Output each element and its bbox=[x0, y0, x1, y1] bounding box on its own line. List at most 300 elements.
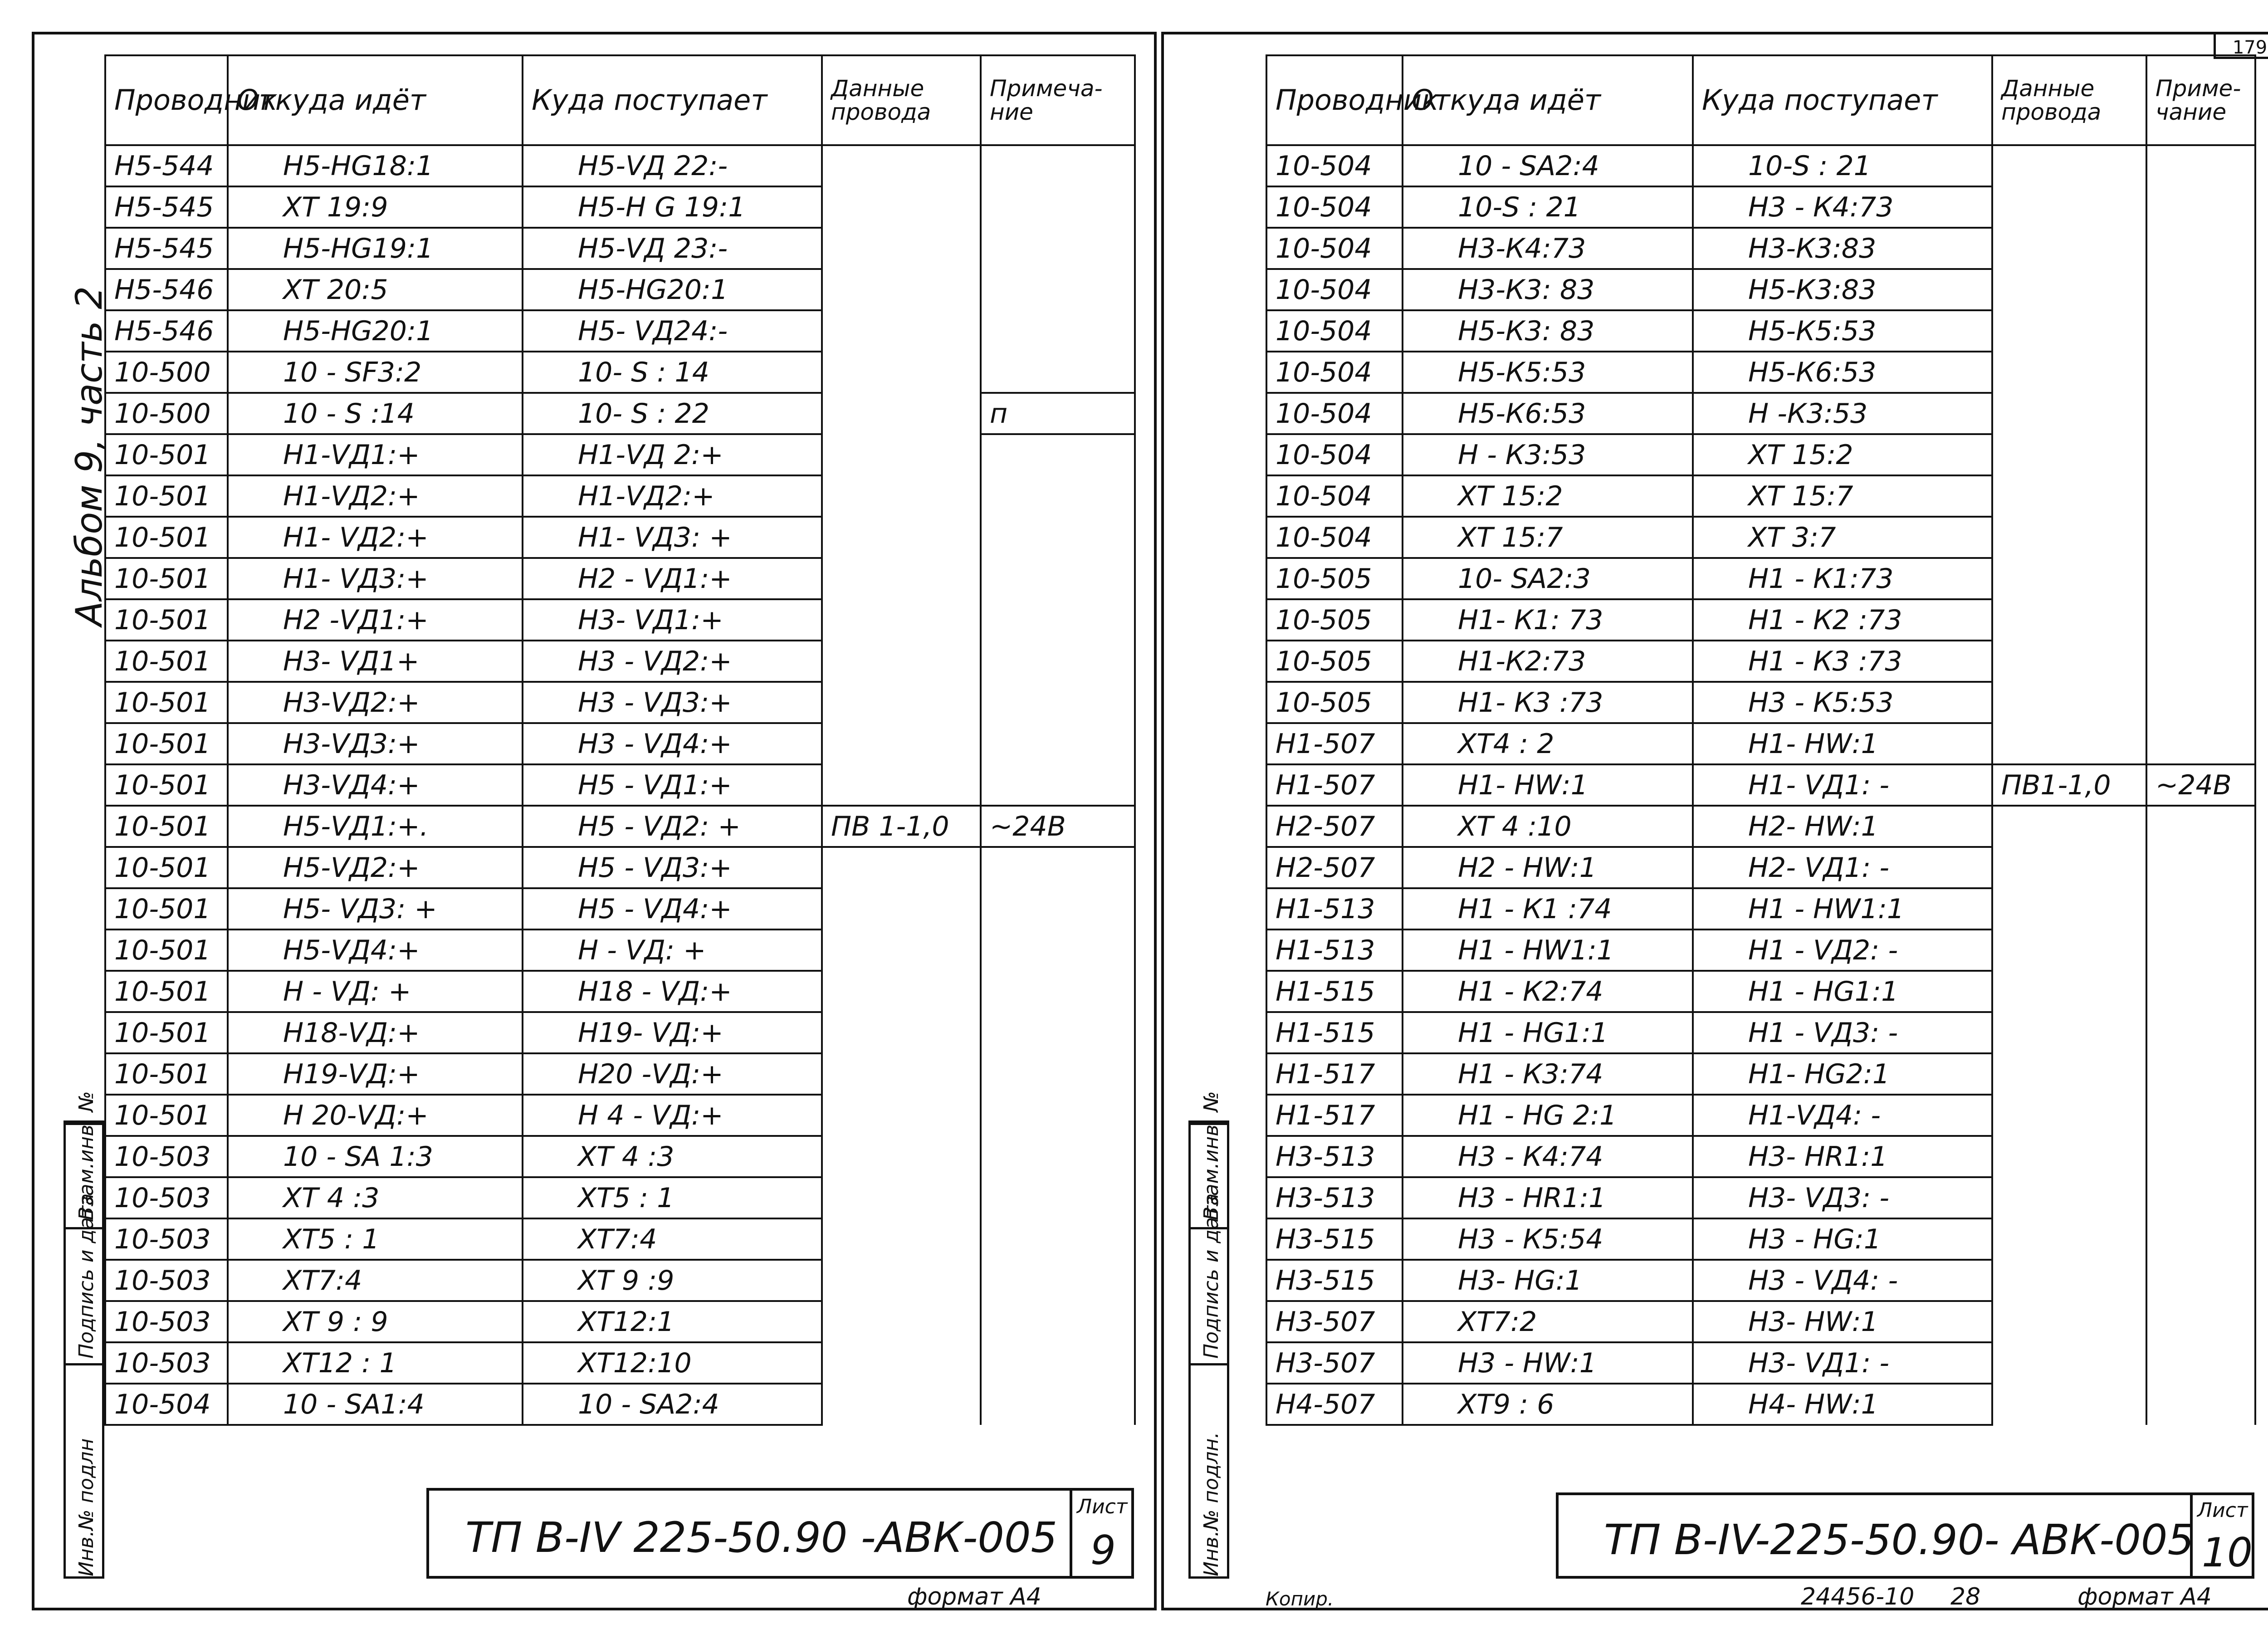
table-row bbox=[1266, 558, 2255, 599]
cell-note bbox=[2146, 599, 2255, 641]
table-row bbox=[1266, 1301, 2255, 1342]
table-row bbox=[105, 682, 1135, 723]
cell-from: Н5-К5:53 bbox=[1403, 352, 1693, 393]
cell-conductor: Н2-507 bbox=[1266, 847, 1403, 888]
cell-to: Н3 - К4:73 bbox=[1693, 186, 1992, 228]
cell-conductor: 10-501 bbox=[105, 764, 228, 806]
stamp-sheet-label-right: Лист bbox=[2197, 1499, 2248, 1522]
cell-wire-data bbox=[1992, 558, 2146, 599]
cell-from: Н3- НG:1 bbox=[1403, 1260, 1693, 1301]
cell-from: XT4 : 2 bbox=[1403, 723, 1693, 764]
cell-note bbox=[981, 1177, 1135, 1218]
cell-note bbox=[981, 764, 1135, 806]
cell-note bbox=[981, 1095, 1135, 1136]
cell-conductor: Н1-513 bbox=[1266, 888, 1403, 930]
cell-wire-data bbox=[1992, 1136, 2146, 1177]
cell-conductor: 10-505 bbox=[1266, 558, 1403, 599]
table-row bbox=[105, 641, 1135, 682]
cell-wire-data bbox=[1992, 310, 2146, 352]
cell-conductor: 10-503 bbox=[105, 1177, 228, 1218]
cell-wire-data bbox=[1992, 1218, 2146, 1260]
table-row bbox=[1266, 682, 2255, 723]
cell-to: Н5-К3:83 bbox=[1693, 269, 1992, 310]
table-row bbox=[105, 558, 1135, 599]
cell-note bbox=[981, 888, 1135, 930]
table-row bbox=[105, 723, 1135, 764]
cell-wire-data bbox=[1992, 1177, 2146, 1218]
header-from: Откуда идёт bbox=[228, 55, 523, 145]
cell-to: Н5-НG20:1 bbox=[523, 269, 822, 310]
table-row bbox=[1266, 1177, 2255, 1218]
cell-note bbox=[981, 558, 1135, 599]
cell-from: Н1-VД1:+ bbox=[228, 434, 523, 475]
cell-from: Н1 - НG1:1 bbox=[1403, 1012, 1693, 1053]
cell-wire-data bbox=[822, 1177, 981, 1218]
table-row bbox=[1266, 1095, 2255, 1136]
table-row bbox=[105, 1053, 1135, 1095]
header-row bbox=[105, 55, 1135, 145]
cell-note bbox=[2146, 847, 2255, 888]
cell-to: Н -К3:53 bbox=[1693, 393, 1992, 434]
cell-note bbox=[981, 930, 1135, 971]
cell-conductor: 10-505 bbox=[1266, 599, 1403, 641]
cell-wire-data bbox=[822, 599, 981, 641]
cell-to: Н1- VД1: - bbox=[1693, 764, 1992, 806]
cell-from: Н3 - НW:1 bbox=[1403, 1342, 1693, 1384]
cell-note bbox=[981, 145, 1135, 186]
cell-from: Н3 - К5:54 bbox=[1403, 1218, 1693, 1260]
cell-note bbox=[2146, 1301, 2255, 1342]
cell-from: Н1 - НG 2:1 bbox=[1403, 1095, 1693, 1136]
cell-to: Н3 - VД4:+ bbox=[523, 723, 822, 764]
cell-wire-data bbox=[1992, 393, 2146, 434]
cell-from: Н5-К3: 83 bbox=[1403, 310, 1693, 352]
cell-wire-data bbox=[1992, 186, 2146, 228]
cell-note bbox=[981, 434, 1135, 475]
table-row bbox=[1266, 806, 2255, 847]
cell-wire-data bbox=[822, 888, 981, 930]
cell-wire-data bbox=[822, 352, 981, 393]
header-wire-data: Данные провода bbox=[822, 55, 981, 145]
cell-note bbox=[2146, 682, 2255, 723]
cell-conductor: 10-504 bbox=[1266, 186, 1403, 228]
cell-to: Н1-VД2:+ bbox=[523, 475, 822, 517]
cell-conductor: Н5-545 bbox=[105, 186, 228, 228]
table-row bbox=[105, 1301, 1135, 1342]
table-row bbox=[105, 517, 1135, 558]
cell-to: Н3 - К5:53 bbox=[1693, 682, 1992, 723]
cell-conductor: Н5-546 bbox=[105, 310, 228, 352]
cell-note bbox=[981, 475, 1135, 517]
cell-to: XT 15:2 bbox=[1693, 434, 1992, 475]
cell-wire-data bbox=[1992, 517, 2146, 558]
cell-from: Н5-НG19:1 bbox=[228, 228, 523, 269]
cell-conductor: 10-503 bbox=[105, 1218, 228, 1260]
cell-wire-data bbox=[1992, 723, 2146, 764]
cell-conductor: Н2-507 bbox=[1266, 806, 1403, 847]
cell-to: Н5 - VД4:+ bbox=[523, 888, 822, 930]
table-row bbox=[105, 1384, 1135, 1425]
cell-wire-data bbox=[1992, 599, 2146, 641]
cell-conductor: 10-501 bbox=[105, 1053, 228, 1095]
cell-note bbox=[2146, 1342, 2255, 1384]
cell-wire-data bbox=[1992, 847, 2146, 888]
stamp-sheet-number-left: 9 bbox=[1090, 1527, 1116, 1574]
footer-copy-label: Копир. bbox=[1266, 1588, 1334, 1610]
table-row bbox=[105, 1012, 1135, 1053]
cell-conductor: 10-504 bbox=[1266, 517, 1403, 558]
side-strip-right bbox=[1188, 1091, 1229, 1579]
cell-from: XT7:4 bbox=[228, 1260, 523, 1301]
cell-note bbox=[2146, 1177, 2255, 1218]
cell-from: 10 - SF3:2 bbox=[228, 352, 523, 393]
cell-to: XT12:10 bbox=[523, 1342, 822, 1384]
side-label-replacement: Взам.инв. № bbox=[1200, 1091, 1223, 1220]
cell-note bbox=[2146, 517, 2255, 558]
cell-wire-data bbox=[822, 228, 981, 269]
cell-from: XT 9 : 9 bbox=[228, 1301, 523, 1342]
cell-from: 10 - SA1:4 bbox=[228, 1384, 523, 1425]
cell-from: Н2 -VД1:+ bbox=[228, 599, 523, 641]
format-label-right: формат А4 bbox=[2077, 1583, 2212, 1610]
cell-note: п bbox=[981, 393, 1135, 434]
cell-from: Н1 - НW1:1 bbox=[1403, 930, 1693, 971]
cell-note bbox=[2146, 145, 2255, 186]
cell-to: 10-S : 21 bbox=[1693, 145, 1992, 186]
cell-to: XT 15:7 bbox=[1693, 475, 1992, 517]
cell-from: Н1-VД2:+ bbox=[228, 475, 523, 517]
cell-wire-data bbox=[1992, 888, 2146, 930]
table-row bbox=[1266, 269, 2255, 310]
side-label-replacement: Взам.инв. № bbox=[75, 1091, 98, 1220]
cell-note bbox=[2146, 352, 2255, 393]
cell-wire-data: ПВ 1-1,0 bbox=[822, 806, 981, 847]
cell-conductor: 10-504 bbox=[1266, 310, 1403, 352]
header-note: Примеча-ние bbox=[981, 55, 1135, 145]
cell-wire-data bbox=[1992, 1260, 2146, 1301]
cell-from: 10 - S :14 bbox=[228, 393, 523, 434]
header-row bbox=[1266, 55, 2255, 145]
cell-to: Н3- НR1:1 bbox=[1693, 1136, 1992, 1177]
cell-to: Н1- НW:1 bbox=[1693, 723, 1992, 764]
stamp-sheet-box-right bbox=[2190, 1495, 2252, 1576]
cell-conductor: Н3-513 bbox=[1266, 1177, 1403, 1218]
cell-to: 10 - SA2:4 bbox=[523, 1384, 822, 1425]
header-to: Куда поступает bbox=[1693, 55, 1992, 145]
cell-wire-data bbox=[822, 764, 981, 806]
table-row bbox=[105, 269, 1135, 310]
table-row bbox=[1266, 352, 2255, 393]
table-row bbox=[1266, 517, 2255, 558]
table-row bbox=[1266, 186, 2255, 228]
cell-to: Н1 - НG1:1 bbox=[1693, 971, 1992, 1012]
cell-note bbox=[2146, 186, 2255, 228]
cell-conductor: 10-504 bbox=[105, 1384, 228, 1425]
cell-wire-data bbox=[822, 145, 981, 186]
table-row bbox=[105, 475, 1135, 517]
table-row bbox=[1266, 764, 2255, 806]
table-row bbox=[105, 393, 1135, 434]
side-strip-left bbox=[64, 1091, 104, 1579]
table-row bbox=[105, 1136, 1135, 1177]
cell-conductor: 10-504 bbox=[1266, 475, 1403, 517]
cell-from: Н19-VД:+ bbox=[228, 1053, 523, 1095]
cell-to: Н5-VД 23:- bbox=[523, 228, 822, 269]
cell-from: XT 20:5 bbox=[228, 269, 523, 310]
cell-conductor: 10-503 bbox=[105, 1342, 228, 1384]
cell-wire-data bbox=[822, 558, 981, 599]
cell-conductor: 10-501 bbox=[105, 1095, 228, 1136]
cell-to: Н3- НW:1 bbox=[1693, 1301, 1992, 1342]
table-row bbox=[105, 806, 1135, 847]
cell-note bbox=[2146, 475, 2255, 517]
table-row bbox=[105, 1342, 1135, 1384]
table-row bbox=[1266, 1053, 2255, 1095]
cell-conductor: 10-501 bbox=[105, 517, 228, 558]
table-row bbox=[105, 764, 1135, 806]
table-row bbox=[1266, 228, 2255, 269]
cell-from: XT5 : 1 bbox=[228, 1218, 523, 1260]
cell-from: 10- SA2:3 bbox=[1403, 558, 1693, 599]
cell-from: 10-S : 21 bbox=[1403, 186, 1693, 228]
cell-wire-data bbox=[822, 517, 981, 558]
side-label-inventory: Инв.№ подлн. bbox=[1200, 1432, 1223, 1576]
cell-note bbox=[2146, 1218, 2255, 1260]
cell-wire-data bbox=[822, 1301, 981, 1342]
cell-conductor: 10-500 bbox=[105, 393, 228, 434]
cell-wire-data bbox=[822, 393, 981, 434]
cell-to: Н1-VД 2:+ bbox=[523, 434, 822, 475]
table-row bbox=[1266, 1012, 2255, 1053]
cell-wire-data bbox=[822, 1012, 981, 1053]
cell-conductor: 10-504 bbox=[1266, 393, 1403, 434]
cell-wire-data bbox=[1992, 971, 2146, 1012]
cell-note: ~24В bbox=[2146, 764, 2255, 806]
cell-conductor: Н1-513 bbox=[1266, 930, 1403, 971]
cell-from: XT 4 :10 bbox=[1403, 806, 1693, 847]
table-row bbox=[105, 145, 1135, 186]
cell-from: XT 15:2 bbox=[1403, 475, 1693, 517]
cell-from: Н1 - К2:74 bbox=[1403, 971, 1693, 1012]
title-stamp-right bbox=[1556, 1492, 2254, 1579]
table-row bbox=[105, 1260, 1135, 1301]
cell-to: XT 3:7 bbox=[1693, 517, 1992, 558]
cell-note bbox=[981, 1342, 1135, 1384]
cell-note bbox=[2146, 558, 2255, 599]
header-conductor: Проводник bbox=[1266, 55, 1403, 145]
cell-wire-data bbox=[822, 1095, 981, 1136]
cell-wire-data bbox=[1992, 145, 2146, 186]
cell-to: Н5-VД 22:- bbox=[523, 145, 822, 186]
cell-wire-data bbox=[1992, 1012, 2146, 1053]
cell-wire-data bbox=[1992, 269, 2146, 310]
cell-from: Н1- VД2:+ bbox=[228, 517, 523, 558]
cell-from: Н5-VД4:+ bbox=[228, 930, 523, 971]
header-from: Откуда идёт bbox=[1403, 55, 1693, 145]
cell-from: Н5-VД2:+ bbox=[228, 847, 523, 888]
cell-wire-data bbox=[1992, 352, 2146, 393]
cell-note bbox=[2146, 888, 2255, 930]
cell-note bbox=[981, 847, 1135, 888]
cell-conductor: Н3-507 bbox=[1266, 1342, 1403, 1384]
cell-conductor: Н1-515 bbox=[1266, 1012, 1403, 1053]
cell-to: XT 9 :9 bbox=[523, 1260, 822, 1301]
cell-note bbox=[2146, 393, 2255, 434]
cell-note bbox=[2146, 641, 2255, 682]
cell-conductor: 10-503 bbox=[105, 1260, 228, 1301]
cell-from: Н3-VД2:+ bbox=[228, 682, 523, 723]
cell-wire-data bbox=[1992, 806, 2146, 847]
cell-wire-data bbox=[1992, 1095, 2146, 1136]
cell-note bbox=[981, 517, 1135, 558]
table-row bbox=[105, 1095, 1135, 1136]
table-row bbox=[1266, 475, 2255, 517]
cell-note bbox=[2146, 434, 2255, 475]
table-row bbox=[105, 186, 1135, 228]
table-row bbox=[1266, 1218, 2255, 1260]
cell-wire-data bbox=[1992, 641, 2146, 682]
header-to: Куда поступает bbox=[523, 55, 822, 145]
cell-from: Н5-НG18:1 bbox=[228, 145, 523, 186]
cell-from: Н3-VД3:+ bbox=[228, 723, 523, 764]
cell-from: Н1- НW:1 bbox=[1403, 764, 1693, 806]
cell-to: Н5 - VД2: + bbox=[523, 806, 822, 847]
cell-from: Н1- К3 :73 bbox=[1403, 682, 1693, 723]
cell-to: Н1 - VД3: - bbox=[1693, 1012, 1992, 1053]
wiring-table-right bbox=[1266, 54, 2256, 1426]
cell-wire-data bbox=[1992, 1384, 2146, 1425]
side-label-signature: Подпись и дата bbox=[1200, 1193, 1223, 1359]
cell-from: Н - VД: + bbox=[228, 971, 523, 1012]
cell-conductor: Н3-507 bbox=[1266, 1301, 1403, 1342]
side-label-inventory: Инв.№ подлн bbox=[75, 1438, 98, 1576]
stamp-sheet-label-left: Лист bbox=[1077, 1495, 1128, 1518]
cell-to: Н1-VД4: - bbox=[1693, 1095, 1992, 1136]
cell-conductor: Н3-515 bbox=[1266, 1260, 1403, 1301]
cell-note bbox=[981, 682, 1135, 723]
table-row bbox=[105, 888, 1135, 930]
cell-wire-data bbox=[822, 186, 981, 228]
cell-to: Н2 - VД1:+ bbox=[523, 558, 822, 599]
cell-note bbox=[981, 1384, 1135, 1425]
table-row bbox=[1266, 847, 2255, 888]
album-caption: Альбом 9, часть 2 bbox=[68, 286, 110, 626]
cell-to: Н1 - VД2: - bbox=[1693, 930, 1992, 971]
cell-note bbox=[2146, 806, 2255, 847]
cell-note bbox=[981, 228, 1135, 269]
cell-note bbox=[981, 971, 1135, 1012]
cell-conductor: Н1-517 bbox=[1266, 1095, 1403, 1136]
cell-to: Н20 -VД:+ bbox=[523, 1053, 822, 1095]
cell-conductor: 10-501 bbox=[105, 641, 228, 682]
format-label-left: формат А4 bbox=[907, 1583, 1041, 1610]
cell-conductor: 10-503 bbox=[105, 1136, 228, 1177]
table-row bbox=[1266, 1384, 2255, 1425]
cell-from: Н3-VД4:+ bbox=[228, 764, 523, 806]
cell-conductor: 10-504 bbox=[1266, 145, 1403, 186]
cell-wire-data bbox=[822, 1218, 981, 1260]
cell-to: XT7:4 bbox=[523, 1218, 822, 1260]
table-row bbox=[1266, 393, 2255, 434]
cell-from: XT7:2 bbox=[1403, 1301, 1693, 1342]
cell-conductor: 10-501 bbox=[105, 558, 228, 599]
header-note: Приме-чание bbox=[2146, 55, 2255, 145]
cell-to: Н2- НW:1 bbox=[1693, 806, 1992, 847]
cell-from: Н 20-VД:+ bbox=[228, 1095, 523, 1136]
table-row bbox=[105, 1177, 1135, 1218]
cell-conductor: 10-501 bbox=[105, 847, 228, 888]
cell-to: Н - VД: + bbox=[523, 930, 822, 971]
cell-conductor: 10-501 bbox=[105, 599, 228, 641]
cell-note bbox=[981, 1053, 1135, 1095]
table-row bbox=[1266, 434, 2255, 475]
table-row bbox=[1266, 641, 2255, 682]
cell-from: Н5-НG20:1 bbox=[228, 310, 523, 352]
cell-conductor: Н5-544 bbox=[105, 145, 228, 186]
cell-note bbox=[2146, 1053, 2255, 1095]
cell-conductor: Н1-507 bbox=[1266, 764, 1403, 806]
table-row bbox=[1266, 930, 2255, 971]
cell-note bbox=[981, 310, 1135, 352]
cell-conductor: Н4-507 bbox=[1266, 1384, 1403, 1425]
cell-wire-data bbox=[822, 475, 981, 517]
cell-from: Н1-К2:73 bbox=[1403, 641, 1693, 682]
cell-wire-data bbox=[1992, 1053, 2146, 1095]
cell-from: XT9 : 6 bbox=[1403, 1384, 1693, 1425]
cell-from: Н5- VД3: + bbox=[228, 888, 523, 930]
cell-conductor: Н3-515 bbox=[1266, 1218, 1403, 1260]
table-row bbox=[1266, 723, 2255, 764]
cell-to: Н1 - НW1:1 bbox=[1693, 888, 1992, 930]
cell-conductor: 10-501 bbox=[105, 434, 228, 475]
cell-to: Н5 - VД1:+ bbox=[523, 764, 822, 806]
cell-conductor: 10-501 bbox=[105, 888, 228, 930]
cell-to: Н3-К3:83 bbox=[1693, 228, 1992, 269]
table-row bbox=[1266, 1342, 2255, 1384]
cell-from: XT 15:7 bbox=[1403, 517, 1693, 558]
cell-from: Н3-К3: 83 bbox=[1403, 269, 1693, 310]
cell-wire-data bbox=[822, 1342, 981, 1384]
cell-note bbox=[981, 269, 1135, 310]
cell-note bbox=[981, 1218, 1135, 1260]
table-row bbox=[1266, 599, 2255, 641]
title-stamp-left bbox=[426, 1488, 1134, 1579]
cell-conductor: 10-501 bbox=[105, 723, 228, 764]
cell-wire-data bbox=[822, 1384, 981, 1425]
table-row bbox=[105, 847, 1135, 888]
cell-to: Н2- VД1: - bbox=[1693, 847, 1992, 888]
cell-from: Н1 - К3:74 bbox=[1403, 1053, 1693, 1095]
cell-to: Н4- НW:1 bbox=[1693, 1384, 1992, 1425]
cell-from: Н18-VД:+ bbox=[228, 1012, 523, 1053]
cell-note bbox=[2146, 1012, 2255, 1053]
cell-note bbox=[2146, 971, 2255, 1012]
page-number: 179 bbox=[2214, 32, 2268, 59]
cell-note bbox=[2146, 1260, 2255, 1301]
footer-document-number: 24456-10 bbox=[1801, 1583, 1915, 1610]
cell-conductor: 10-501 bbox=[105, 475, 228, 517]
cell-from: Н1 - К1 :74 bbox=[1403, 888, 1693, 930]
cell-to: Н3 - VД4: - bbox=[1693, 1260, 1992, 1301]
cell-to: XT 4 :3 bbox=[523, 1136, 822, 1177]
table-row bbox=[105, 228, 1135, 269]
cell-wire-data bbox=[822, 1053, 981, 1095]
table-row bbox=[1266, 1136, 2255, 1177]
cell-conductor: 10-504 bbox=[1266, 228, 1403, 269]
cell-wire-data bbox=[822, 847, 981, 888]
cell-from: Н1- К1: 73 bbox=[1403, 599, 1693, 641]
cell-from: Н2 - НW:1 bbox=[1403, 847, 1693, 888]
